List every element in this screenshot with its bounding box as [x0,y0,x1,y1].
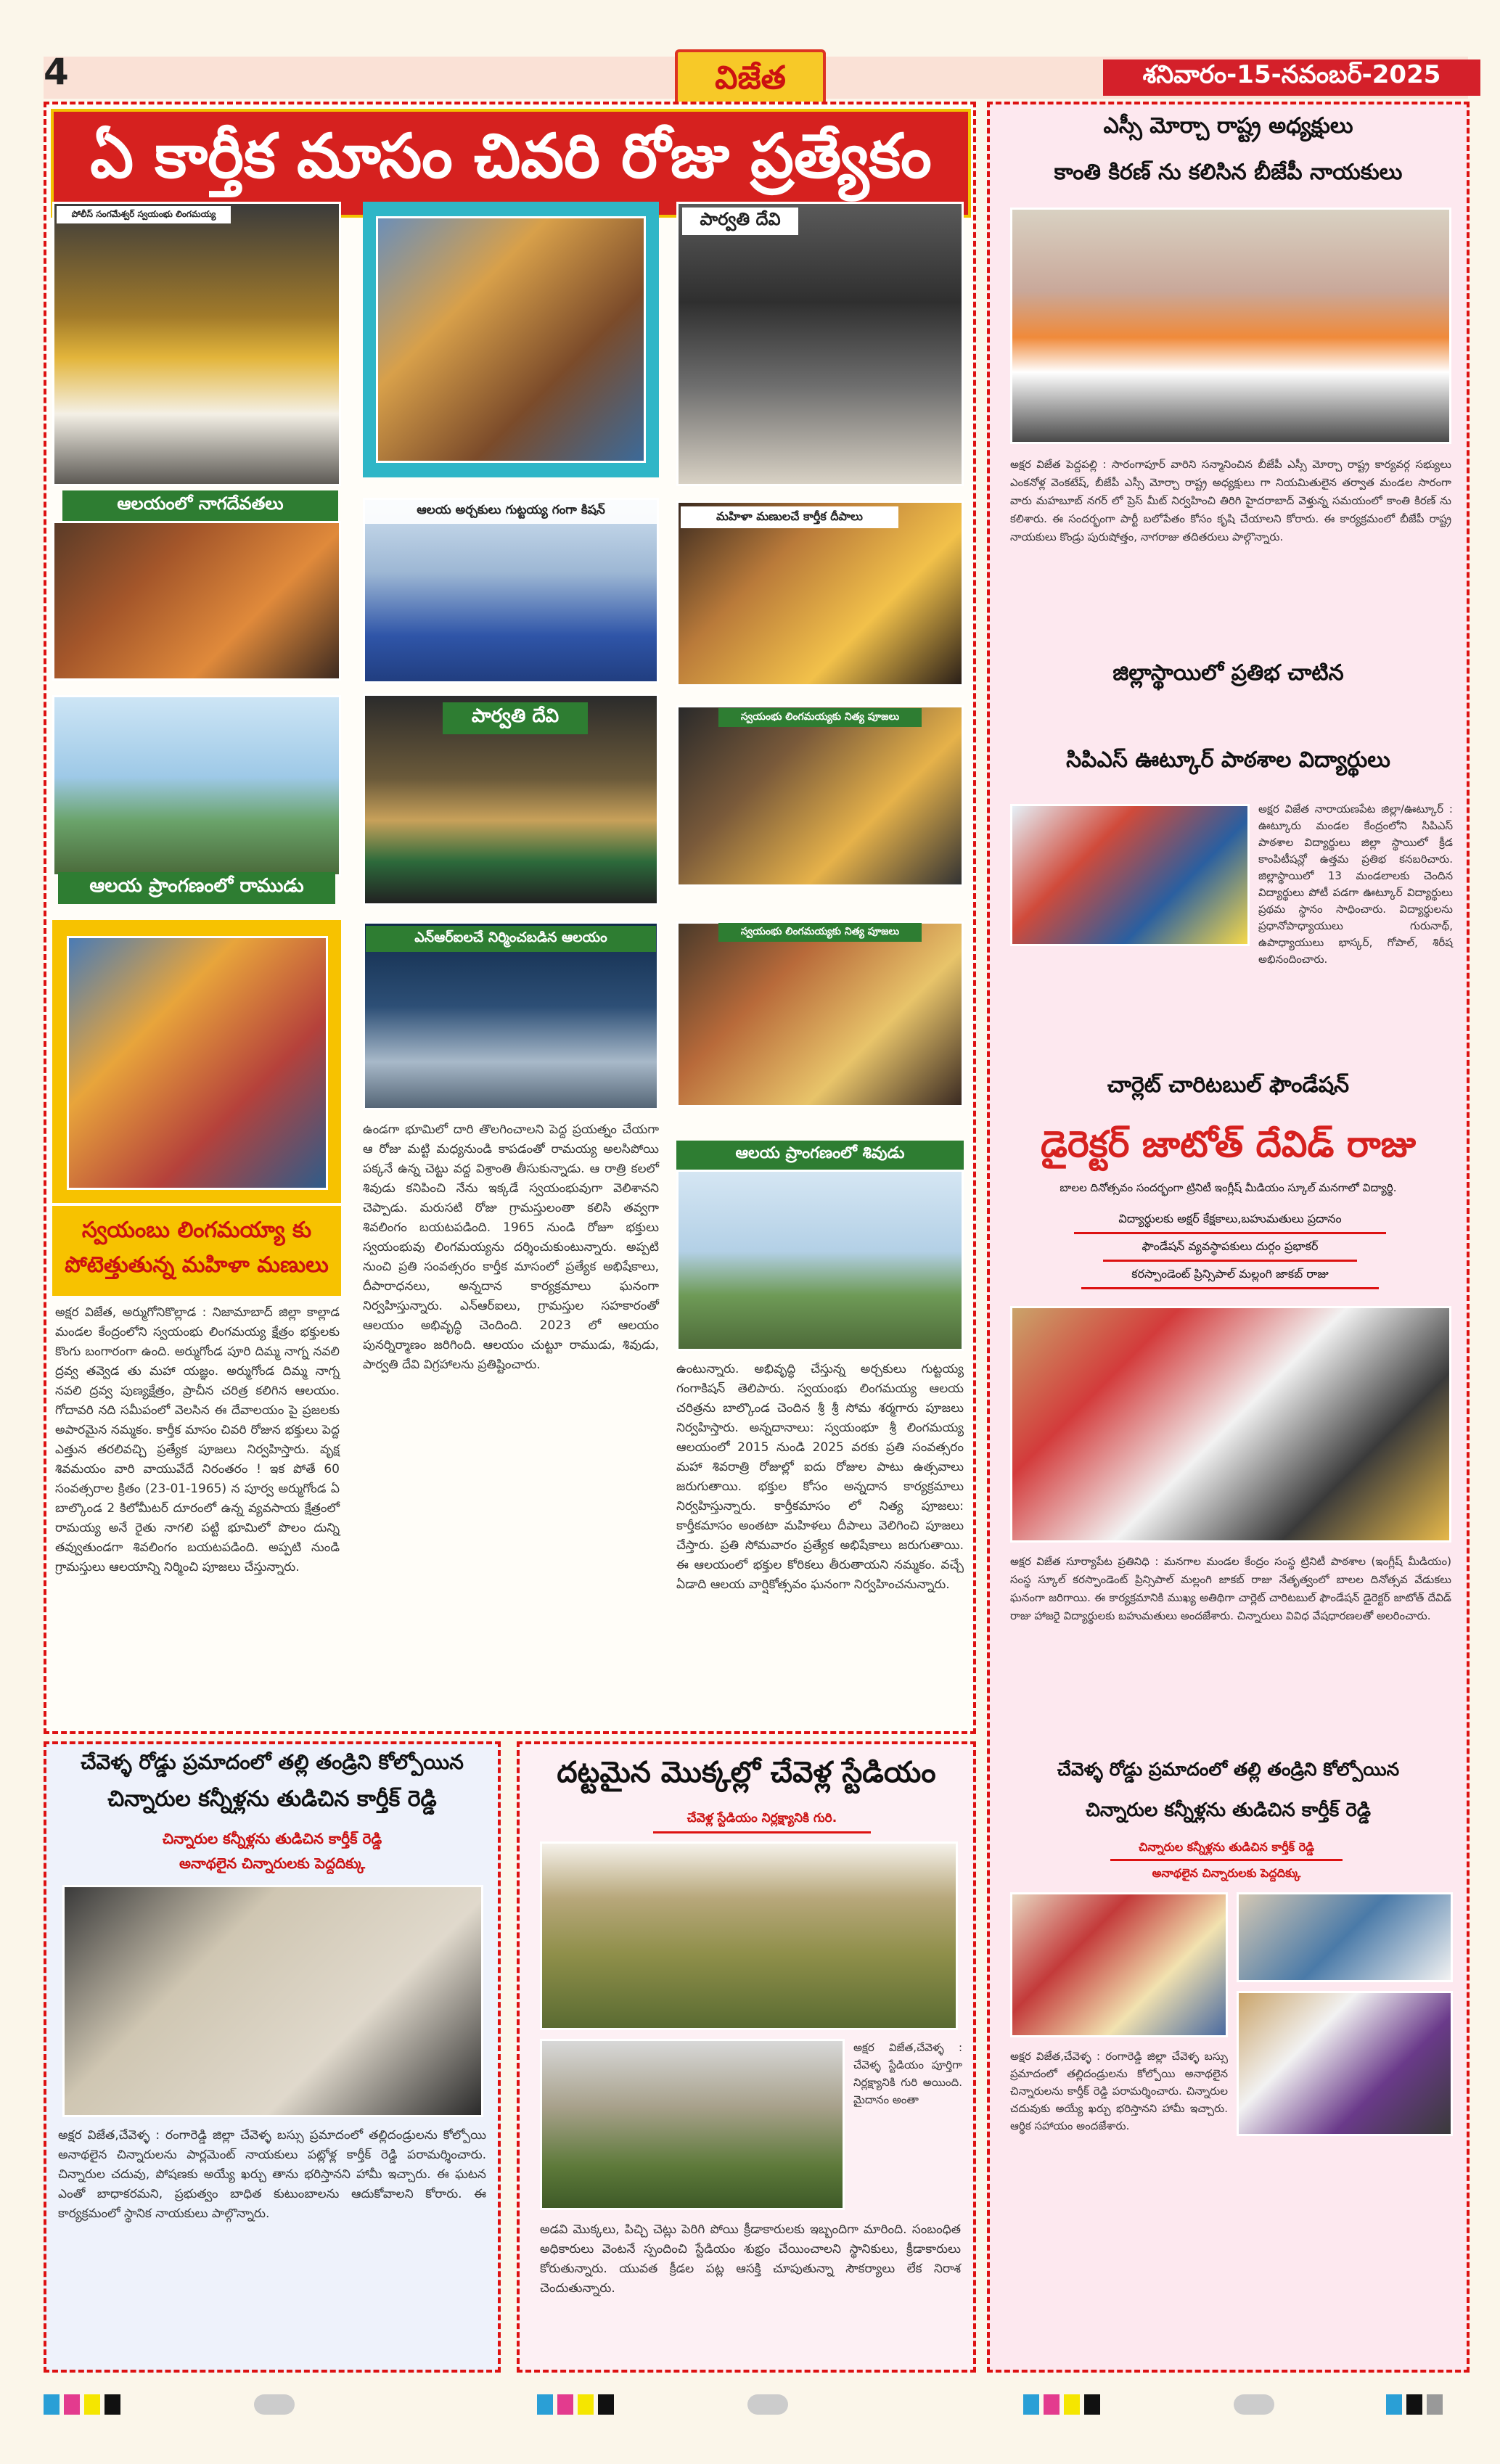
bottom-left-sub-1: చిన్నారుల కన్నీళ్లను తుడిచిన కార్తీక్ రెడ్డి [162,1830,382,1847]
caption-women: స్వయంబు లింగమయ్యా కు పోటెత్తుతున్న మహిళా మణులు [65,1217,329,1278]
main-text-col1: అక్షర విజేత, అర్ముగోనికొల్లాడ : నిజామాబాద్ జిల్లా కాల్లాడ మండల కేంద్రంలోని స్వయంభు లింగమయ్య క్షేత్రం భక్తులకు కొంగు బంగారంగా ఉంది. అర్ముగోండ పూరి దిమ్మ నాగ్న నవలి ద్రవ్వ తవ్వెడ తు మహా యజ్ఞం. అర్ముగోండ దిమ్మ నాగ్న నవలి ద్రవ్వ పుణ్యక్షేత్రం, ప్రాచీన చరిత్ర కలిగిన ఆలయం. గోదావరి నది సమీపంలో వెలసిన ఈ దేవాలయం పై ప్రజలకు అపారమైన నమ్మకం. కార్తీక మాసం చివరి రోజున భక్తులు పెద్ద ఎత్తున తరలివచ్చి ప్రత్యేక పూజలు నిర్వహిస్తారు. వృక్ష శివమయం వారి వాయువేదే నిరంతరం ! ఇక పోతే 60 సంవత్సరాల క్రితం (23-01-1965) న పూర్వ అర్ముగోండ ఏ బాల్కొండ 2 కిలోమీటర్ దూరంలో ఉన్న వ్యవసాయ క్షేత్రంలో రామయ్య అనే రైతు నాగలి పట్టి భూమిలో పొలం దున్ని తవ్వుతుండగా శివలింగం బయటపడింది. అప్పటి నుండి గ్రామస్తులు ఆలయాన్ని నిర్మించి పూజలు చేస్తున్నారు. [55,1305,340,1574]
photo-lingam [52,202,341,486]
bottom-left-title-1: చేవెళ్ళ రోడ్డు ప్రమాదంలో తల్లి తండ్రిని కోల్పోయిన [81,1750,464,1774]
s2-text: అక్షర విజేత నారాయణపేట జిల్లా/ఊట్కూర్ : ఊట్కూరు మండల కేంద్రంలోని సిపిఎస్ పాఠశాల విద్యార్థులు జిల్లా స్థాయిలో క్రీడ కాంపిటీషన్లో ఉత్తమ ప్రతిభ కనబరిచారు. జిల్లాస్థాయిలో 13 మండలాలకు చెందిన విద్యార్థులు పోటీ పడగా ఊట్కూర్ విద్యార్థులు ప్రథమ స్థానం సాధించారు. విద్యార్థులను ప్రధానోపాధ్యాయులు గురునాథ్, ఉపాధ్యాయులు భాస్కర్, గోపాల్, శిరీష అభినందించారు. [1258,802,1453,966]
photo-stadium-2 [540,2039,845,2210]
photo-karthik-reddy [62,1885,483,2117]
date-line: శనివారం-15-నవంబర్-2025 [1103,59,1480,96]
s2-text-cont [1010,950,1453,1030]
register-mark-3 [1234,2394,1274,2415]
caption-women-deepalu: మహిళా మణులచే కార్తీక దీపాలు [681,506,898,528]
register-mark-2 [747,2394,788,2415]
newspaper-logo: విజేత [675,49,826,115]
s4-title-2: చిన్నారుల కన్నీళ్లను తుడిచిన కార్తీక్ రెడ్డి [1085,1799,1372,1821]
color-bar-4 [1386,2394,1443,2415]
caption-nagadevathalu: ఆలయంలో నాగదేవతలు [62,490,338,521]
photo-collage-2 [376,216,646,463]
photo-s4-award [1237,1991,1453,2136]
photo-s4-event [1237,1892,1453,1982]
s3-line-3: కరస్పాండెంట్ ప్రిన్సిపాల్ మల్లంగి జాకబ్ రాజు [1081,1267,1379,1289]
register-mark-1 [254,2394,295,2415]
photo-nagadevathalu [52,521,341,681]
s4-sub-2: అనాథలైన చిన్నారులకు పెద్దదిక్కు [1152,1866,1301,1880]
bottom-mid-side-text: అక్షర విజేత,చేవెళ్ళ : చేవెళ్ళ స్టేడియం పూర్తిగా నిర్లక్ష్యానికి గురి అయింది. మైదానం అంతా [853,2041,962,2106]
s1-title-1: ఎస్సీ మోర్చా రాష్ట్ర అధ్యక్షులు [1103,113,1353,139]
photo-nitya-pooja-1 [676,705,964,887]
photo-stadium-1 [540,1841,958,2030]
photo-shivudu [676,1170,964,1351]
bottom-left-text: అక్షర విజేత,చేవెళ్ళ : రంగారెడ్డి జిల్లా చేవెళ్ళ బస్సు ప్రమాదంలో తల్లిదండ్రులను కోల్పోయి అనాథలైన చిన్నారులను పార్లమెంట్ నాయకులు పట్లోళ్ల కార్తీక్ రెడ్డి పరామర్శించారు. చిన్నారుల చదువు, పోషణకు అయ్యే ఖర్చు తాను భరిస్తానని హామీ ఇచ్చారు. ఈ ఘటన ఎంతో బాధాకరమని, ప్రభుత్వం బాధిత కుటుంబాలను ఆదుకోవాలని కోరారు. ఈ కార్యక్రమంలో స్థానిక నాయకులు పాల్గొన్నారు. [58,2128,486,2221]
bottom-mid-title: దట్టమైన మొక్కల్లో చేవెళ్ల స్టేడియం [557,1756,936,1789]
main-banner: ఏ కార్తీక మాసం చివరి రోజు ప్రత్యేకం [51,109,971,218]
s3-title-2: డైరెక్టర్ జాటోత్ దేవిడ్ రాజు [1041,1123,1416,1165]
s2-title-2: సిపిఎస్ ఊట్కూర్ పాఠశాల విద్యార్థులు [1066,747,1390,773]
caption-shivudu: ఆలయ ప్రాంగణంలో శివుడు [676,1141,964,1170]
bottom-left-sub-2: అనాథలైన చిన్నారులకు పెద్దదిక్కు [179,1855,365,1872]
bottom-left-title-2: చిన్నారుల కన్నీళ్లను తుడిచిన కార్తీక్ రెడ్డి [107,1786,437,1812]
caption-nitya-pooja-1: స్వయంభు లింగమయ్యకు నిత్య పూజలు [718,708,922,727]
s3-text: అక్షర విజేత సూర్యాపేట ప్రతినిధి : మనగాల మండల కేంద్రం సంస్థ ట్రినిటీ పాఠశాల (ఇంగ్లీష్ మీడియం) సంస్థ స్కూల్ కరస్పాండెంట్ ప్రిన్సిపాల్ మల్లంగి జాకబ్ రాజు నేతృత్వంలో బాలల దినోత్సవ వేడుకలు ఘనంగా జరిగాయి. ఈ కార్యక్రమానికి ముఖ్య అతిథిగా చార్లెట్ చారిటబుల్ ఫౌండేషన్ డైరెక్టర్ జాటోత్ దేవిడ్ రాజు హాజరై విద్యార్థులకు బహుమతులు అందజేశారు. చిన్నారులు వివిధ వేషధారణలతో అలరించారు. [1010,1555,1451,1622]
s3-title-1: చార్లెట్ చారిటబుల్ ఫౌండేషన్ [1107,1072,1350,1098]
bottom-mid-sub: చేవెళ్ల స్టేడియం నిర్లక్ష్యానికి గురి. [653,1811,871,1833]
color-bar-1 [44,2394,120,2415]
s3-line-2: ఫౌండేషన్ వ్యవస్థాపకులు దుర్గం ప్రభాకర్ [1103,1239,1357,1262]
s4-text: అక్షర విజేత,చేవెళ్ళ : రంగారెడ్డి జిల్లా చేవెళ్ళ బస్సు ప్రమాదంలో తల్లిదండ్రులను కోల్పోయి అనాథలైన చిన్నారులను కార్తీక్ రెడ్డి పరామర్శించారు. చిన్నారుల చదువుకు అయ్యే ఖర్చు భరిస్తానని హామీ ఇచ్చారు. ఆర్థిక సహాయం అందజేశారు. [1010,2050,1228,2132]
photo-nitya-pooja-2 [676,921,964,1107]
color-bar-3 [1023,2394,1100,2415]
s4-sub-1: చిన్నారుల కన్నీళ్లను తుడిచిన కార్తీక్ రెడ్డి [1110,1840,1343,1861]
photo-students [1010,804,1250,946]
s1-text: అక్షర విజేత పెద్దపల్లి : సారంగాపూర్ వారిని సన్మానించిన బీజేపీ ఎస్సీ మోర్చా రాష్ట్ర కార్యవర్గ సభ్యులు ఎంకనోళ్ల వెంకటేష్, బీజేపీ ఎస్సీ మోర్చా రాష్ట్ర అధ్యక్షులు గా నియమితులైన తర్వాత మండల సారంగా వారు మహబూబ్ నగర్ లో ప్రెస్ మీట్ నిర్వహించి తిరిగి హైదరాబాద్ వెళ్తున్న సమయంలో కాంతి కిరణ్ ను కలిశారు. ఈ సందర్భంగా పార్టీ బలోపేతం కోసం కృషి చేయాలని కోరారు. ఈ కార్యక్రమంలో బీజేపీ రాష్ట్ర నాయకులు కొండ్రు పురుషోత్తం, నాగరాజు తదితరులు పాల్గొన్నారు. [1010,458,1451,543]
photo-childrens-day [1010,1306,1451,1543]
s4-title-1: చేవెళ్ళ రోడ్డు ప్రమాదంలో తల్లి తండ్రిని కోల్పోయిన [1057,1759,1400,1780]
photo-women-deepalu [676,501,964,686]
photo-parvathi-1 [676,202,964,486]
bottom-mid-text: అడవి మొక్కలు, పిచ్చి చెట్లు పెరిగి పోయి క్రీడాకారులకు ఇబ్బందిగా మారింది. సంబంధిత అధికారులు వెంటనే స్పందించి స్టేడియం శుభ్రం చేయించాలని స్థానికులు, క్రీడాకారులు కోరుతున్నారు. యువత క్రీడల పట్ల ఆసక్తి చూపుతున్నా సౌకర్యాలు లేక నిరాశ చెందుతున్నారు. [540,2222,961,2296]
caption-lingam: పోలీస్ సంగమేశ్వర్ స్వయంభు లింగమయ్య [57,206,231,223]
s3-subtitle: బాలల దినోత్సవం సందర్భంగా ట్రినిటీ ఇంగ్లీష్ మీడియం స్కూల్ మనగాలో విద్యార్థి. [1060,1181,1397,1194]
s2-title-1: జిల్లాస్థాయిలో ప్రతిభ చాటిన [1112,660,1344,686]
photo-collage-inner [67,936,328,1190]
s3-line-1: విద్యార్థులకు అక్షర్ కేక్షకాలు,బహుమతులు ప్రదానం [1074,1212,1386,1234]
caption-priest: ఆలయ అర్చకులు గుట్టయ్య గంగా కిషన్ [363,499,659,524]
main-text-col2: ఉండగా భూమిలో దారి తొలగించాలని పెద్ద ప్రయత్నం చేయగా ఆ రోజు మట్టి మధ్యనుండి కాపడంతో రామయ్య అలసిపోయి పక్కనే ఉన్న చెట్టు వద్ద విశ్రాంతి తీసుకున్నాడు. ఆ రాత్రి కలలో శివుడు కనిపించి నేను ఇక్కడే స్వయంభువుగా వెలిశానని చెప్పాడు. మరుసటి రోజు గ్రామస్తులంతా కలిసి తవ్వగా శివలింగం బయటపడింది. 1965 నుండి రోజూ భక్తులు స్వయంభువు లింగమయ్యను దర్శించుకుంటున్నారు. అప్పటి నుంచి ప్రతి సంవత్సరం కార్తీక మాసంలో ప్రత్యేక అభిషేకాలు, దీపారాధనలు, అన్నదాన కార్యక్రమాలు ఘనంగా నిర్వహిస్తున్నారు. ఎన్ఆర్ఐలు, గ్రామస్తుల సహకారంతో ఆలయం అభివృద్ధి చెందింది. 2023 లో ఆలయం పునర్నిర్మాణం జరిగింది. ఆలయం చుట్టూ రాముడు, శివుడు, పార్వతి దేవి విగ్రహాలను ప్రతిష్టించారు. [363,1122,659,1372]
page-number: 4 [44,51,69,93]
caption-ramudu: ఆలయ ప్రాంగణంలో రాముడు [58,872,335,904]
photo-ramudu [52,695,341,876]
main-text-col3: ఉంటున్నారు. అభివృద్ధి చేస్తున్న అర్చకులు గుట్టయ్య గంగాకిషన్ తెలిపారు. స్వయంభు లింగమయ్య ఆలయ చరిత్రను బాల్కొండ చెందిన శ్రీ శ్రీ సోమ శర్మగారు పూజలు నిర్వహిస్తారు. అన్నదానాలు: స్వయంభూ శ్రీ లింగమయ్య ఆలయంలో 2015 నుండి 2025 వరకు ప్రతి సంవత్సరం మహా శివరాత్రి రోజుల్లో ఐదు రోజుల పాటు ఉత్సవాలు జరుగుతాయి. భక్తుల కోసం అన్నదాన కార్యక్రమాలు నిర్వహిస్తున్నారు. కార్తీకమాసం లో నిత్య పూజలు: కార్తీకమాసం అంతటా మహిళలు దీపాలు వెలిగించి పూజలు చేస్తారు. ప్రతి సోమవారం ప్రత్యేక అభిషేకాలు జరుగుతాయి. ఈ ఆలయంలో భక్తుల కోరికలు తీరుతాయని నమ్మకం. వచ్చే ఏడాది ఆలయ వార్షికోత్సవం ఘనంగా నిర్వహించనున్నారు. [676,1362,964,1592]
s1-title-2: కాంతి కిరణ్ ను కలిసిన బీజేపీ నాయకులు [1054,160,1403,185]
caption-parvathi-1: పార్వతి దేవి [682,208,798,235]
photo-s4-kids [1010,1892,1228,2037]
caption-nitya-pooja-2: స్వయంభు లింగమయ్యకు నిత్య పూజలు [718,923,922,942]
caption-nri-temple: ఎన్ఆర్ఐలచే నిర్మించబడిన ఆలయం [366,926,656,952]
caption-parvathi-2: పార్వతి దేవి [443,702,588,734]
color-bar-2 [537,2394,614,2415]
photo-priest [363,498,659,683]
photo-bjp-leaders [1010,208,1451,444]
